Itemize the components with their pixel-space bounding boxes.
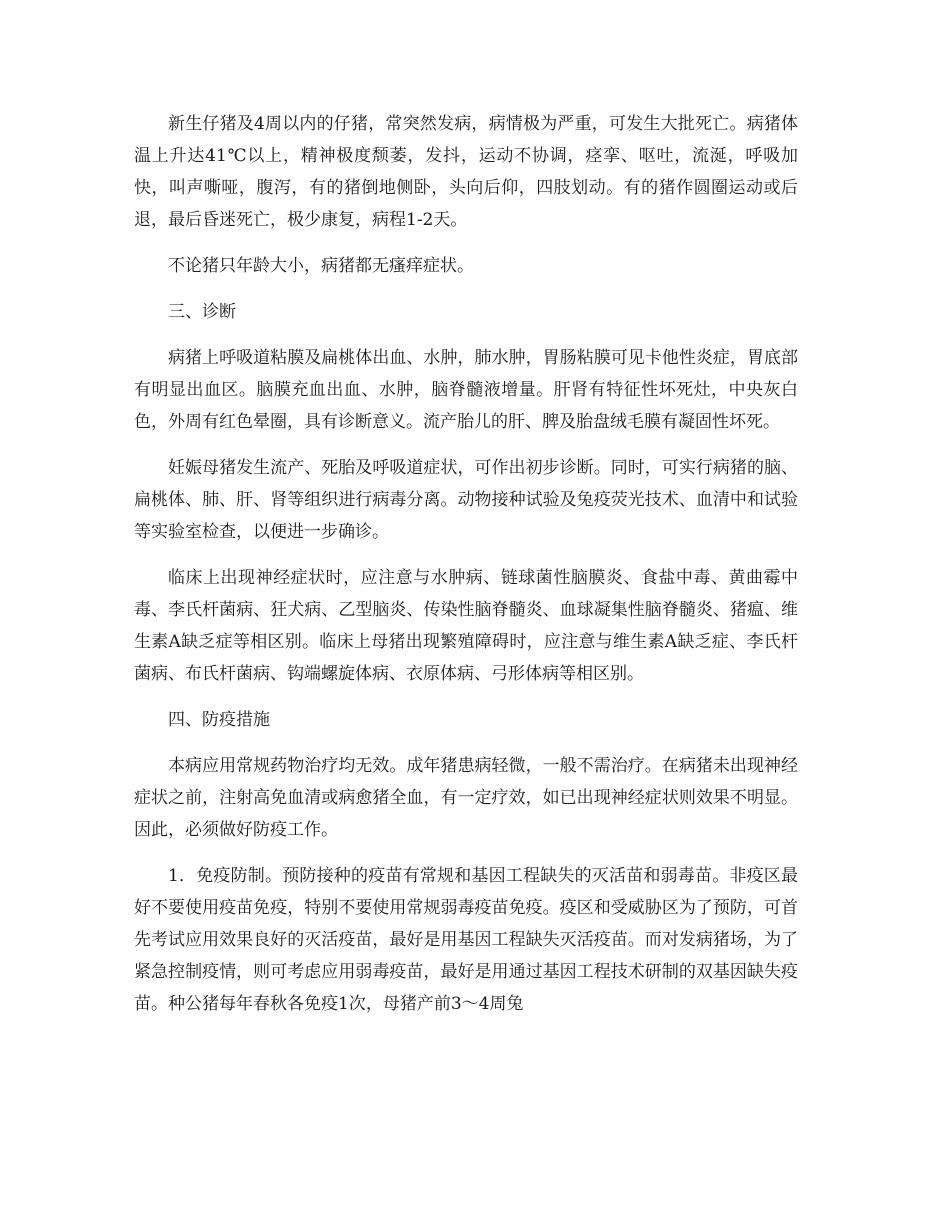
paragraph-no-itching: 不论猪只年龄大小，病猪都无瘙痒症状。	[168, 256, 474, 276]
section-heading-diagnosis: 三、诊断	[168, 302, 236, 322]
document-body	[134, 108, 798, 1034]
paragraph-pathology: 病猪上呼吸道粘膜及扁桃体出血、水肿，肺水肿，胃肠粘膜可见卡他性炎症，胃底部有明显出血区。脑膜充血出血、水肿，脑脊髓液增量。肝肾有特征性坏死灶，中央灰白色，外周有红色晕圈，具有诊断意义。流产胎儿的肝、脾及胎盘绒毛膜有凝固性坏死。	[134, 348, 798, 432]
paragraph-treatment: 本病应用常规药物治疗均无效。成年猪患病轻微，一般不需治疗。在病猪未出现神经症状之前，注射高免血清或病愈猪全血，有一定疗效，如已出现神经症状则效果不明显。因此，必须做好防疫工作。	[134, 756, 798, 840]
paragraph-differential-diagnosis: 临床上出现神经症状时，应注意与水肿病、链球菌性脑膜炎、食盐中毒、黄曲霉中毒、李氏杆菌病、狂犬病、乙型脑炎、传染性脑脊髓炎、血球凝集性脑脊髓炎、猪瘟、维生素A缺乏症等相区别。临床上母猪出现繁殖障碍时，应注意与维生素A缺乏症、李氏杆菌病、布氏杆菌病、钩端螺旋体病、衣原体病、弓形体病等相区别。	[134, 568, 798, 684]
paragraph-symptoms-piglets: 新生仔猪及4周以内的仔猪，常突然发病，病情极为严重，可发生大批死亡。病猪体温上升达41℃以上，精神极度颓萎，发抖，运动不协调，痉挛、呕吐，流涎，呼吸加快，叫声嘶哑，腹泻，有的猪倒地侧卧，头向后仰，四肢划动。有的猪作圆圈运动或后退，最后昏迷死亡，极少康复，病程1-2天。	[134, 114, 798, 230]
paragraph-immunization: 1．免疫防制。预防接种的疫苗有常规和基因工程缺失的灭活苗和弱毒苗。非疫区最好不要使用疫苗免疫，特别不要使用常规弱毒疫苗免疫。疫区和受威胁区为了预防，可首先考试应用效果良好的灭活疫苗，最好是用基因工程缺失灭活疫苗。而对发病猪场，为了紧急控制疫情，则可考虑应用弱毒疫苗，最好是用通过基因工程技术研制的双基因缺失疫苗。种公猪每年春秋各免疫1次，母猪产前3～4周兔	[134, 866, 798, 1014]
section-heading-prevention: 四、防疫措施	[168, 710, 270, 730]
paragraph-preliminary-diagnosis: 妊娠母猪发生流产、死胎及呼吸道症状，可作出初步诊断。同时，可实行病猪的脑、扁桃体、肺、肝、肾等组织进行病毒分离。动物接种试验及兔疫荧光技术、血清中和试验等实验室检查，以便进一步确诊。	[134, 458, 798, 542]
